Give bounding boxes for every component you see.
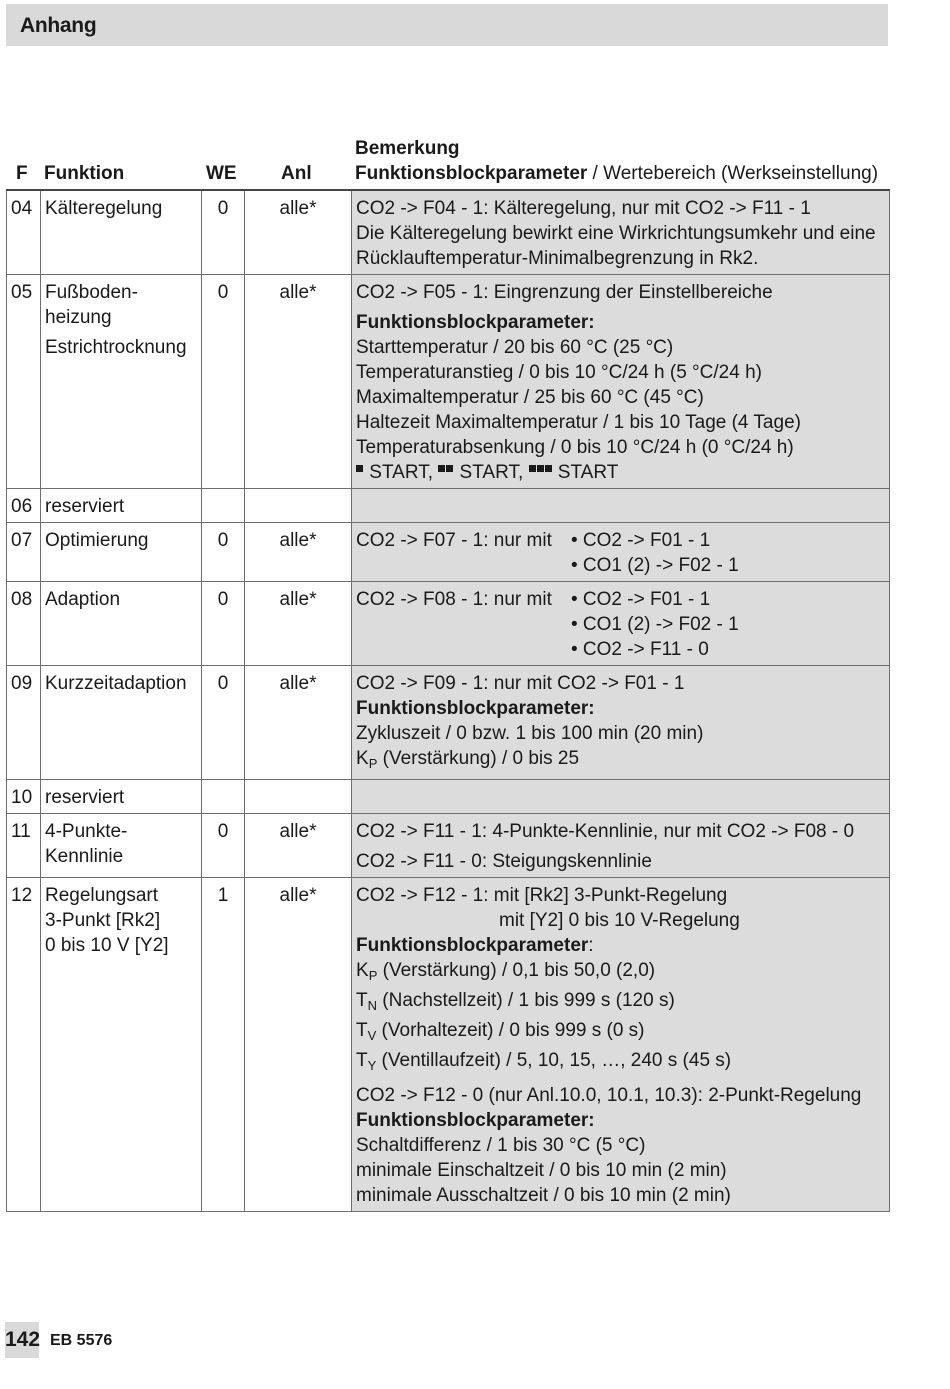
remark-line: CO2 -> F12 - 0 (nur Anl.10.0, 10.1, 10.3): 2-Punkt-Regelung <box>356 1085 862 1106</box>
col-head-funktion: Funktion <box>44 163 125 184</box>
function-number: 11 <box>7 814 41 878</box>
function-name <box>41 489 202 523</box>
remark-line: Starttemperatur / 20 bis 60 °C (25 °C) <box>356 337 674 358</box>
remark-line: minimale Einschaltzeit / 0 bis 10 min (2 min) <box>356 1160 727 1181</box>
function-name-line: Kennlinie <box>45 846 124 867</box>
table-row <box>7 489 890 523</box>
system-value: alle* <box>245 275 352 489</box>
param-text: (Ventillaufzeit) / 5, 10, 15, …, 240 s (45 s) <box>376 1050 732 1071</box>
remark-cell <box>352 275 890 489</box>
table-row <box>7 523 890 582</box>
remark-line: CO2 -> F08 - 1: nur mit <box>356 589 552 610</box>
system-value: alle* <box>245 814 352 878</box>
function-name <box>41 582 202 666</box>
function-name-line: Estrichtrocknung <box>45 337 187 358</box>
table-row <box>7 582 890 666</box>
page-number: 142 <box>5 1322 39 1358</box>
remark-line: CO2 -> F09 - 1: nur mit CO2 -> F01 - 1 <box>356 673 685 694</box>
param-line <box>356 1018 885 1048</box>
param-text: (Verstärkung) / 0,1 bis 50,0 (2,0) <box>377 960 656 981</box>
square-icon <box>438 465 445 472</box>
table-row <box>7 814 890 878</box>
function-number: 10 <box>7 780 41 814</box>
col-head-bemerkung: Bemerkung <box>355 138 460 159</box>
default-value <box>202 780 245 814</box>
table-row <box>7 190 890 275</box>
param-line <box>356 958 885 988</box>
col-head-parameter-bold: Funktionsblockparameter <box>355 163 588 184</box>
remark-cell <box>352 878 890 1212</box>
param-letter: T <box>356 1020 368 1041</box>
bullet-item: • CO2 -> F01 - 1 <box>571 530 711 551</box>
remark-cell <box>352 814 890 878</box>
remark-heading: Funktionsblockparameter: <box>356 312 595 333</box>
function-name-line: 0 bis 10 V [Y2] <box>45 935 169 956</box>
remark-line: Temperaturanstieg / 0 bis 10 °C/24 h (5 °C/24 h) <box>356 362 762 383</box>
default-value: 0 <box>202 814 245 878</box>
param-subscript: P <box>368 968 378 983</box>
function-number: 06 <box>7 489 41 523</box>
default-value: 0 <box>202 190 245 275</box>
default-value <box>202 489 245 523</box>
system-value: alle* <box>245 190 352 275</box>
param-text: (Vorhaltezeit) / 0 bis 999 s (0 s) <box>376 1020 645 1041</box>
header-bar <box>6 4 888 46</box>
function-name-line: Optimierung <box>45 530 149 551</box>
param-subscript: N <box>367 998 377 1013</box>
function-name <box>41 878 202 1212</box>
remark-line: CO2 -> F07 - 1: nur mit <box>356 530 552 551</box>
function-name <box>41 190 202 275</box>
system-value: alle* <box>245 523 352 582</box>
remark-cell <box>352 489 890 523</box>
param-subscript: P <box>368 756 378 771</box>
remark-line: CO2 -> F04 - 1: Kälteregelung, nur mit CO2 -> F11 - 1 <box>356 198 811 219</box>
start-label: START, <box>364 462 433 483</box>
param-line <box>356 988 885 1018</box>
function-table <box>6 189 890 1212</box>
param-letter: K <box>356 748 369 769</box>
section-title: Anhang <box>20 14 97 37</box>
start-label: START, <box>454 462 524 483</box>
param-line <box>356 1048 885 1078</box>
remark-line: Schaltdifferenz / 1 bis 30 °C (5 °C) <box>356 1135 646 1156</box>
function-number: 05 <box>7 275 41 489</box>
function-name-line: Kurzzeitadaption <box>45 673 187 694</box>
remark-line: mit [Y2] 0 bis 10 V-Regelung <box>499 910 740 931</box>
function-name <box>41 780 202 814</box>
remark-line: Maximaltemperatur / 25 bis 60 °C (45 °C) <box>356 387 704 408</box>
start-label: START <box>552 462 619 483</box>
remark-line: minimale Ausschaltzeit / 0 bis 10 min (2 min) <box>356 1185 731 1206</box>
param-letter: T <box>356 1050 368 1071</box>
remark-cell <box>352 190 890 275</box>
remark-line: CO2 -> F05 - 1: Eingrenzung der Einstellbereiche <box>356 282 773 303</box>
col-head-parameter-rest: / Wertebereich (Werkseinstellung) <box>587 163 879 184</box>
default-value: 0 <box>202 582 245 666</box>
remark-line: Zykluszeit / 0 bzw. 1 bis 100 min (20 min) <box>356 723 704 744</box>
square-icon <box>545 465 552 472</box>
remark-cell <box>352 780 890 814</box>
function-number: 09 <box>7 666 41 780</box>
bullet-item: • CO1 (2) -> F02 - 1 <box>571 614 739 635</box>
function-number: 12 <box>7 878 41 1212</box>
remark-heading <box>356 933 885 958</box>
function-name-line: 4-Punkte- <box>45 821 128 842</box>
remark-cell <box>352 582 890 666</box>
document-id: EB 5576 <box>50 1332 113 1349</box>
remark-line: CO2 -> F12 - 1: mit [Rk2] 3-Punkt-Regelung <box>356 885 728 906</box>
col-head-parameter <box>355 163 878 185</box>
bullet-item: • CO2 -> F01 - 1 <box>571 589 711 610</box>
col-head-anl: Anl <box>281 163 312 184</box>
system-value: alle* <box>245 666 352 780</box>
bullet-item: • CO1 (2) -> F02 - 1 <box>571 555 739 576</box>
system-value <box>245 780 352 814</box>
param-letter: T <box>356 990 368 1011</box>
function-number: 07 <box>7 523 41 582</box>
system-value: alle* <box>245 582 352 666</box>
function-name-line: Regelungsart <box>45 885 159 906</box>
default-value: 0 <box>202 666 245 780</box>
col-head-f: F <box>16 163 28 184</box>
bullet-item: • CO2 -> F11 - 0 <box>571 639 709 660</box>
function-name-line: heizung <box>45 307 112 328</box>
table-row <box>7 780 890 814</box>
remark-heading-colon: : <box>588 935 594 956</box>
square-icon <box>537 465 544 472</box>
param-text: (Verstärkung) / 0 bis 25 <box>377 748 580 769</box>
remark-heading: Funktionsblockparameter: <box>356 698 595 719</box>
param-text: (Nachstellzeit) / 1 bis 999 s (120 s) <box>377 990 675 1011</box>
function-name <box>41 814 202 878</box>
function-name-line: reserviert <box>45 496 125 517</box>
start-buttons-line <box>356 460 885 485</box>
remark-line: CO2 -> F11 - 0: Steigungskennlinie <box>356 851 652 872</box>
function-name-line: 3-Punkt [Rk2] <box>45 910 161 931</box>
remark-line: CO2 -> F11 - 1: 4-Punkte-Kennlinie, nur mit CO2 -> F08 - 0 <box>356 821 855 842</box>
remark-line: Haltezeit Maximaltemperatur / 1 bis 10 Tage (4 Tage) <box>356 412 801 433</box>
remark-cell <box>352 523 890 582</box>
default-value: 1 <box>202 878 245 1212</box>
square-icon <box>356 465 363 472</box>
remark-cell <box>352 666 890 780</box>
square-icon <box>529 465 536 472</box>
function-name <box>41 523 202 582</box>
function-number: 04 <box>7 190 41 275</box>
remark-line: Rücklauftemperatur-Minimalbegrenzung in Rk2. <box>356 248 759 269</box>
table-row <box>7 666 890 780</box>
col-head-we: WE <box>206 163 237 184</box>
function-name-line: Kälteregelung <box>45 198 163 219</box>
remark-heading-bold: Funktionsblockparameter <box>356 935 589 956</box>
square-icon <box>446 465 453 472</box>
param-subscript: Y <box>367 1058 377 1073</box>
param-subscript: V <box>367 1028 377 1043</box>
system-value <box>245 489 352 523</box>
function-name-line: reserviert <box>45 787 125 808</box>
function-name-line: Fußboden- <box>45 282 138 303</box>
function-name <box>41 275 202 489</box>
function-number: 08 <box>7 582 41 666</box>
default-value: 0 <box>202 523 245 582</box>
param-letter: K <box>356 960 369 981</box>
system-value: alle* <box>245 878 352 1212</box>
function-name <box>41 666 202 780</box>
remark-line: Temperaturabsenkung / 0 bis 10 °C/24 h (0 °C/24 h) <box>356 437 794 458</box>
function-name-line: Adaption <box>45 589 121 610</box>
remark-line <box>356 746 885 776</box>
remark-heading: Funktionsblockparameter: <box>356 1110 595 1131</box>
remark-line: Die Kälteregelung bewirkt eine Wirkrichtungsumkehr und eine <box>356 223 876 244</box>
default-value: 0 <box>202 275 245 489</box>
table-row <box>7 275 890 489</box>
table-row <box>7 878 890 1212</box>
